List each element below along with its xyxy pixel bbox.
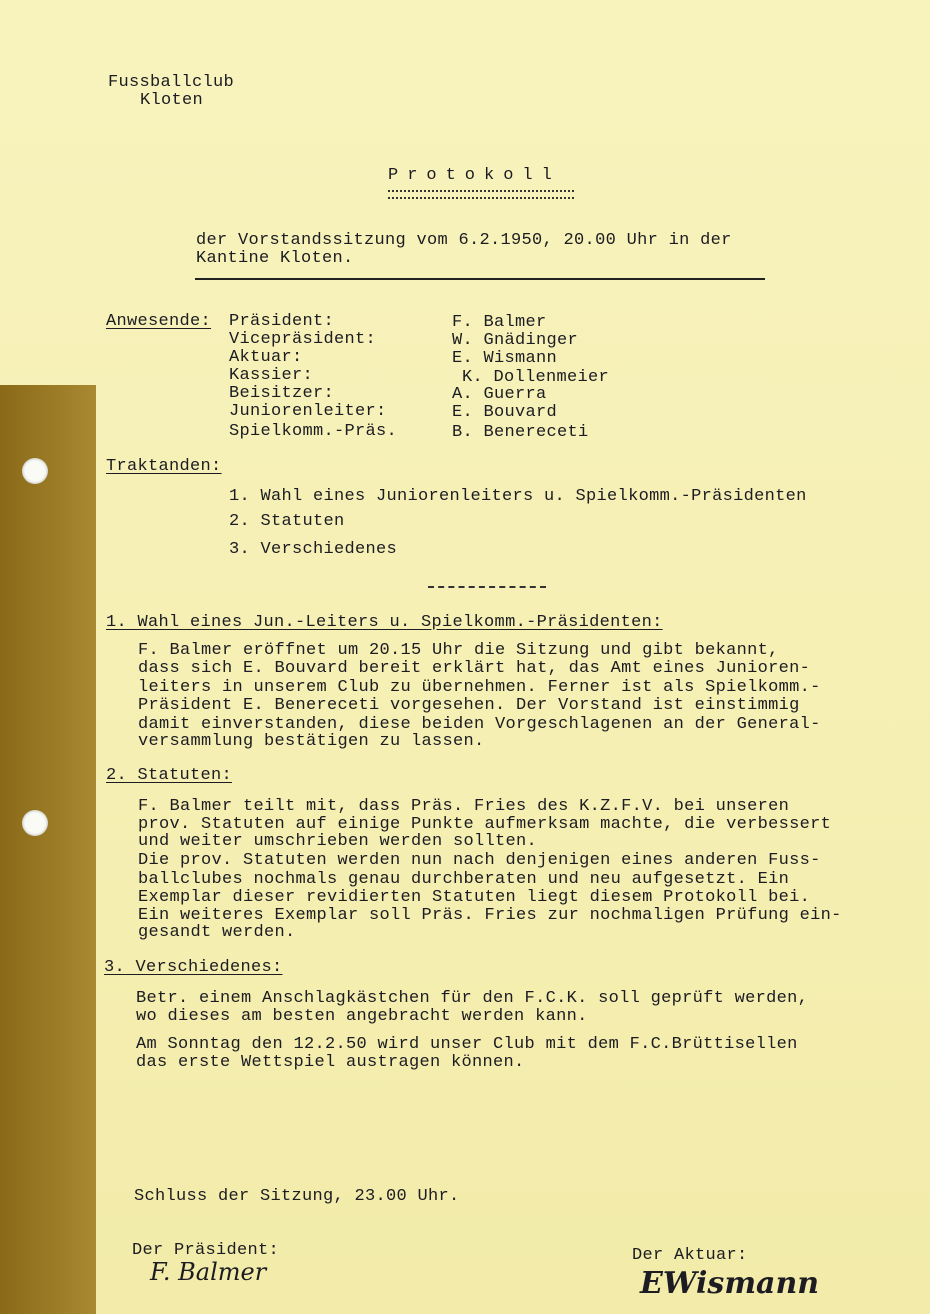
section-line: Ein weiteres Exemplar soll Präs. Fries zur nochmaligen Prüfung ein- [138,906,842,925]
agenda-item: 2. Statuten [229,512,345,531]
section-line: F. Balmer eröffnet um 20.15 Uhr die Sitzung und gibt bekannt, [138,641,779,660]
section-line: Betr. einem Anschlagkästchen für den F.C.K. soll geprüft werden, [136,989,809,1008]
section-line: Exemplar dieser revidierten Statuten liegt diesem Protokoll bei. [138,888,811,907]
section-line: versammlung bestätigen zu lassen. [138,732,485,751]
section-line: gesandt werden. [138,923,296,942]
section-heading: 2. Statuten: [106,766,233,785]
closing-text: Schluss der Sitzung, 23.00 Uhr. [134,1187,460,1206]
attendee-name: E. Bouvard [452,403,558,422]
agenda-label: Traktanden: [106,457,222,476]
section-line: Am Sonntag den 12.2.50 wird unser Club mit dem F.C.Brüttisellen [136,1035,798,1054]
secretary-label: Der Aktuar: [632,1246,748,1265]
page-title: Protokoll [388,166,561,185]
attendee-role: Juniorenleiter: [229,402,387,421]
section-line: damit einverstanden, diese beiden Vorgeschlagenen an der General- [138,715,821,734]
section-line: das erste Wettspiel austragen können. [136,1053,525,1072]
attendee-role: Präsident: [229,312,335,331]
section-line: ballclubes nochmals genau durchberaten und neu aufgesetzt. Ein [138,870,790,889]
attendee-name: F. Balmer [452,313,547,332]
attendee-name: K. Dollenmeier [462,368,610,387]
president-label: Der Präsident: [132,1241,280,1260]
binder-strip [0,385,96,1314]
punch-hole [22,810,48,836]
subtitle-line: der Vorstandssitzung vom 6.2.1950, 20.00 Uhr in der [196,231,732,250]
secretary-signature: EWismann [640,1266,820,1301]
attendee-role: Vicepräsident: [229,330,377,349]
attendee-role: Kassier: [229,366,314,385]
section-line: wo dieses am besten angebracht werden kann. [136,1007,588,1026]
section-line: dass sich E. Bouvard bereit erklärt hat, das Amt eines Junioren- [138,659,811,678]
club-location: Kloten [140,91,204,110]
club-name: Fussballclub [108,73,235,92]
attendee-role: Beisitzer: [229,384,335,403]
section-line: leiters in unserem Club zu übernehmen. Ferner ist als Spielkomm.- [138,678,821,697]
attendee-role: Spielkomm.-Präs. [229,422,398,441]
agenda-item: 3. Verschiedenes [229,540,398,559]
section-heading: 3. Verschiedenes: [104,958,283,977]
attendee-name: B. Benereceti [452,423,589,442]
agenda-item: 1. Wahl eines Juniorenleiters u. Spielkomm.-Präsidenten [229,487,807,506]
section-line: F. Balmer teilt mit, dass Präs. Fries des K.Z.F.V. bei unseren [138,797,790,816]
section-heading: 1. Wahl eines Jun.-Leiters u. Spielkomm.-Präsidenten: [106,613,663,632]
attendee-role: Aktuar: [229,348,303,367]
section-line: Präsident E. Benereceti vorgesehen. Der Vorstand ist einstimmig [138,696,800,715]
section-line: Die prov. Statuten werden nun nach denjenigen eines anderen Fuss- [138,851,821,870]
president-signature: F. Balmer [150,1258,267,1286]
attendee-name: A. Guerra [452,385,547,404]
title-rule [195,278,765,280]
section-line: prov. Statuten auf einige Punkte aufmerksam machte, die verbessert [138,815,832,834]
section-line: und weiter umschrieben werden sollten. [138,832,538,851]
attendee-name: E. Wismann [452,349,558,368]
subtitle-line: Kantine Kloten. [196,249,354,268]
attendees-label: Anwesende: [106,312,212,331]
attendee-name: W. Gnädinger [452,331,579,350]
title-double-rule [388,190,574,199]
section-divider [428,586,546,588]
punch-hole [22,458,48,484]
